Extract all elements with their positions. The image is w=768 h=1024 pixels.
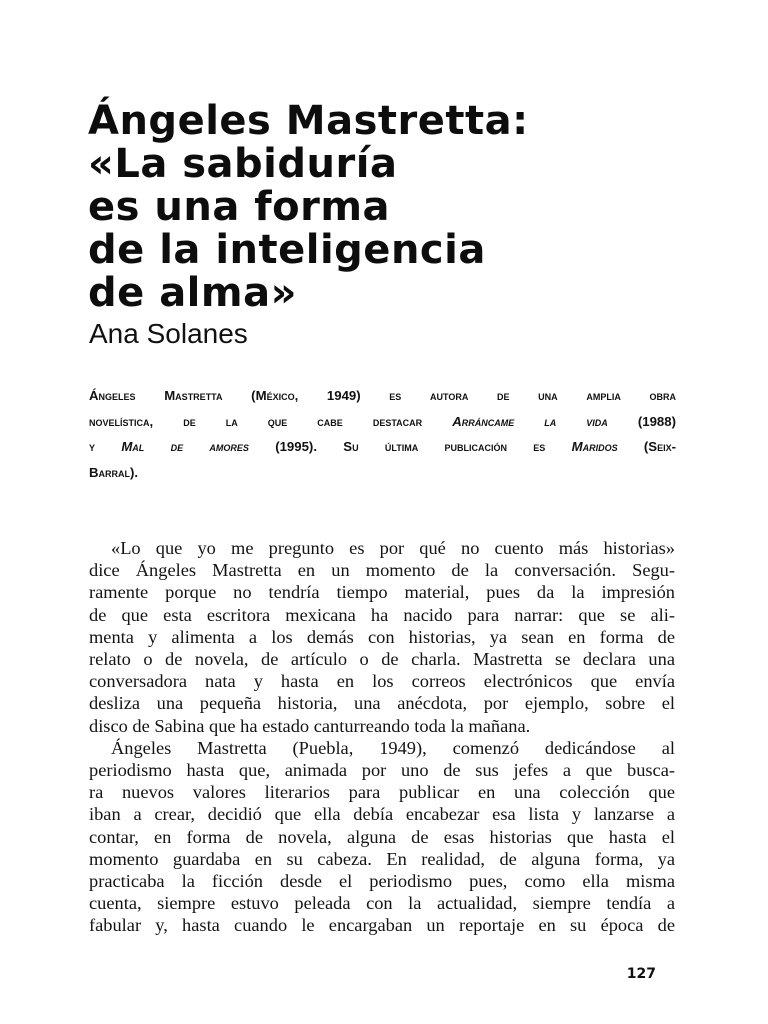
body-line: cuenta, siempre estuvo peleada con la actualidad, siempre tendía a [89, 893, 675, 914]
page-number: 127 [626, 966, 656, 982]
body-line: desliza una pequeña historia, una anécdota, por ejemplo, sobre el [89, 693, 675, 714]
body-line: «Lo que yo me pregunto es por qué no cuento más historias» [111, 538, 675, 558]
abstract-text: Barral). [89, 464, 139, 480]
book-title: Maridos [571, 439, 618, 454]
abstract-text: Ángeles Mastretta (México, 1949) es autora de una amplia obra [89, 388, 676, 403]
body-line: ra nuevos valores literarios para publicar en una colección que [89, 782, 675, 803]
body-line: relato o de novela, de artículo o de charla. Mastretta se declara una [89, 649, 675, 670]
abstract-text: novelística, de la que cabe destacar [89, 413, 453, 429]
title-line: de la inteligencia [88, 227, 486, 273]
abstract-text: (1995). Su última publicación es [248, 439, 572, 454]
abstract-line [89, 409, 676, 435]
title-line: de alma» [88, 270, 297, 316]
body-line: disco de Sabina que ha estado canturreando toda la mañana. [89, 715, 531, 736]
body-text [89, 537, 675, 937]
abstract-line [89, 460, 676, 486]
title-line: Ángeles Mastretta: [88, 98, 529, 144]
body-line: Ángeles Mastretta (Puebla, 1949), comenzó dedicándose al [111, 737, 675, 758]
book-title: Arráncame la vida [452, 413, 608, 429]
abstract-text: y [89, 439, 122, 454]
body-line: ramente porque no tendría tiempo material, pues da la impresión [89, 582, 675, 603]
title-line: es una forma [88, 184, 391, 230]
title-line: «La sabiduría [88, 141, 398, 187]
abstract-line [89, 434, 676, 460]
body-line: momento guardaba en su cabeza. En realidad, de alguna forma, ya [89, 848, 675, 869]
body-line: menta y alimenta a los demás con historias, ya sean en forma de [89, 626, 675, 647]
abstract-text: (1988) [607, 413, 676, 429]
body-line: conversadora nata y hasta en los correos electrónicos que envía [89, 671, 675, 692]
book-title: Mal de amores [121, 439, 249, 454]
abstract-text: (Seix- [617, 439, 676, 454]
body-line: practicaba la ficción desde el periodismo pues, como ella misma [89, 871, 675, 892]
body-line: contar, en forma de novela, alguna de esas historias que hasta el [89, 826, 675, 847]
author-name: Ana Solanes [89, 318, 248, 349]
body-line: de que esta escritora mexicana ha nacido para narrar: que se ali- [89, 604, 675, 625]
abstract-line [89, 383, 676, 409]
article-title [88, 100, 708, 315]
body-line: iban a crear, decidió que ella debía encabezar esa lista y lanzarse a [89, 804, 675, 825]
body-line: dice Ángeles Mastretta en un momento de la conversación. Segu- [89, 560, 675, 581]
body-line: periodismo hasta que, animada por uno de sus jefes a que busca- [89, 760, 675, 781]
author-bio-abstract [89, 383, 676, 485]
body-line: fabular y, hasta cuando le encargaban un reportaje en su época de [89, 915, 675, 936]
